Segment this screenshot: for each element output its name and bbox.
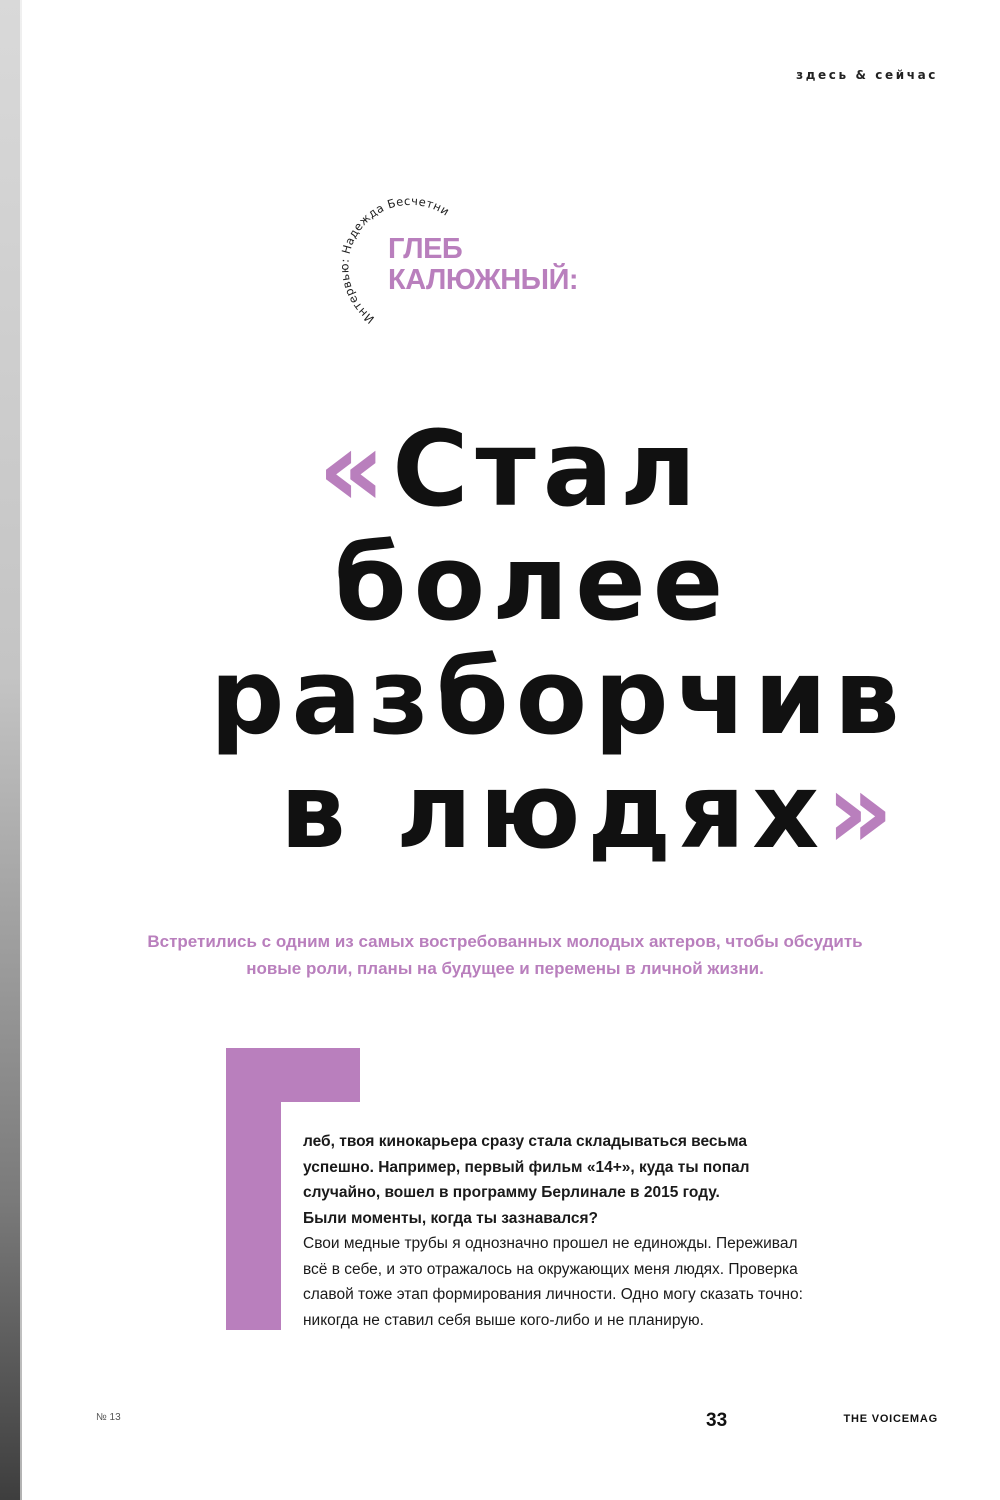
- answer-line: всё в себе, и это отражалось на окружающих меня людях. Проверка: [303, 1260, 798, 1278]
- byline-text: Интервью: Надежда Бесчетникова: [316, 167, 453, 327]
- article-body: [303, 1129, 823, 1333]
- interviewee-first-name: ГЛЕБ: [388, 233, 463, 265]
- answer-line: Свои медные трубы я однозначно прошел не единожды. Переживал: [303, 1235, 798, 1252]
- issue-number: № 13: [96, 1412, 121, 1423]
- question-line: Были моменты, когда ты зазнавался?: [303, 1209, 598, 1227]
- question-line: леб, твоя кинокарьера сразу стала складываться весьма: [303, 1133, 747, 1150]
- dropcap-stem: [226, 1048, 281, 1330]
- page-spine-shadow: [0, 0, 22, 1500]
- headline-line-2: более: [334, 522, 731, 644]
- section-label: здесь & сейчас: [796, 68, 938, 82]
- headline-line-3: разборчив: [210, 636, 907, 758]
- answer-line: никогда не ставил себя выше кого-либо и не планирую.: [303, 1311, 704, 1329]
- headline-close-quote: »: [826, 750, 901, 872]
- question-line: случайно, вошел в программу Берлинале в 2015 году.: [303, 1184, 720, 1201]
- lead-paragraph: Встретились с одним из самых востребованных молодых актеров, чтобы обсудить новые роли, планы на будущее и перемены в личной жизни.: [147, 932, 863, 978]
- page-number: 33: [706, 1410, 728, 1431]
- question-line: успешно. Например, первый фильм «14+», куда ты попал: [303, 1158, 750, 1176]
- headline-text-1: Стал: [392, 408, 704, 530]
- headline-line-1: [318, 408, 704, 530]
- headline-line-4: [280, 750, 901, 872]
- answer-line: славой тоже этап формирования личности. Одно могу сказать точно:: [303, 1286, 803, 1303]
- magazine-brand: THE VOICEMAG: [843, 1413, 938, 1425]
- headline-text-4: в людях: [280, 750, 827, 872]
- interviewee-name: [388, 234, 578, 296]
- headline-open-quote: «: [318, 408, 393, 530]
- interviewee-last-name: КАЛЮЖНЫЙ:: [388, 264, 579, 296]
